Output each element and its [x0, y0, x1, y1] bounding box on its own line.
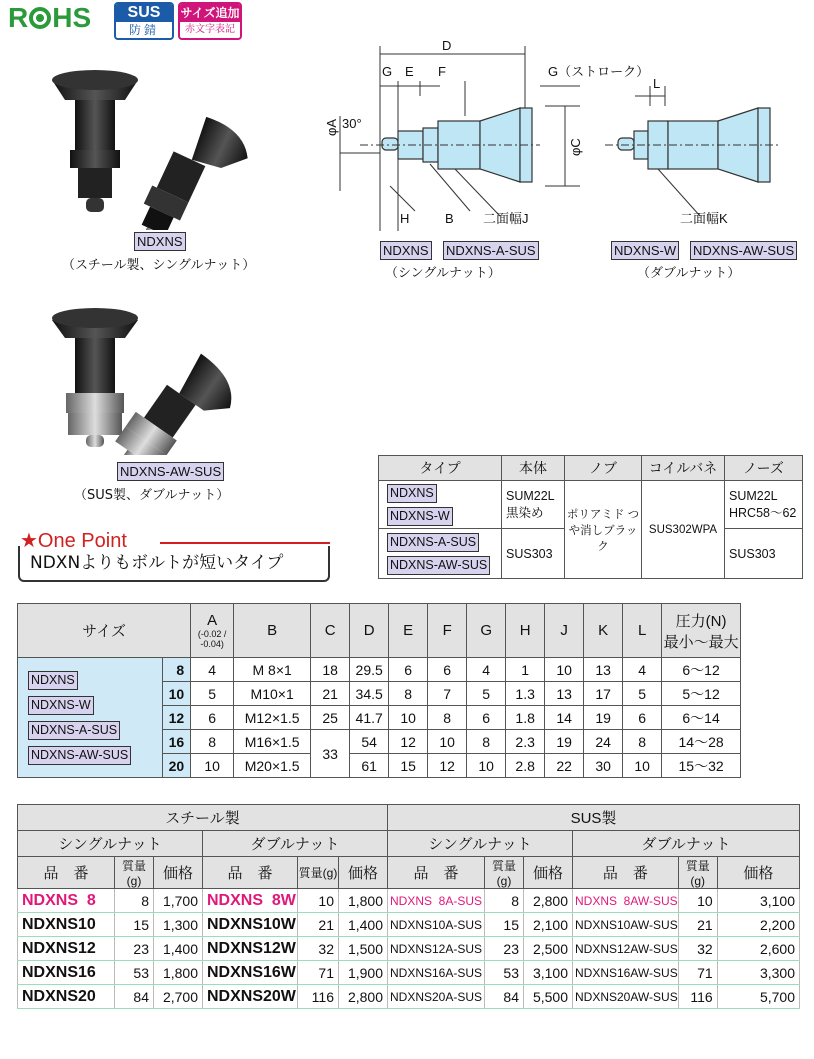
price-sus-single: シングルナット: [388, 831, 573, 857]
price-part-cell: NDXNS16A-SUS: [388, 961, 485, 985]
dim-label-D: D: [442, 38, 452, 53]
dim-K: 19: [584, 706, 623, 730]
dim-E: 15: [389, 754, 428, 778]
price-part-cell: NDXNS20A-SUS: [388, 985, 485, 1009]
dim-size: 10: [162, 682, 191, 706]
diagram-tag-ndxns: NDXNS: [380, 241, 432, 260]
dim-K: 13: [584, 658, 623, 682]
price-part-cell: NDXNS12: [18, 937, 115, 961]
price-mass-cell: 84: [485, 985, 524, 1009]
price-price-cell: 1,800: [339, 889, 388, 913]
price-mass-cell: 53: [485, 961, 524, 985]
col-part: 品 番: [573, 857, 679, 889]
dim-J: 13: [545, 682, 584, 706]
size-added-badge: [178, 2, 242, 40]
price-part-cell: NDXNS20W: [203, 985, 298, 1009]
price-price-cell: 3,300: [717, 961, 799, 985]
dim-header-force-sub: 最小～最大: [663, 633, 739, 651]
dim-C: 18: [311, 658, 350, 682]
dimension-table: [17, 603, 741, 778]
price-price-cell: 5,500: [524, 985, 573, 1009]
col-part: 品 番: [18, 857, 115, 889]
mat-body-sus: SUS303: [502, 529, 565, 579]
sus-type-tag: NDXNS-AW-SUS: [117, 462, 224, 481]
price-part-cell: NDXNS10W: [203, 913, 298, 937]
col-price: 価格: [339, 857, 388, 889]
dim-B: M16×1.5: [234, 730, 311, 754]
dim-header-E: E: [389, 604, 428, 658]
price-group-sus: SUS製: [388, 805, 800, 831]
mat-nose-sus: SUS303: [725, 529, 803, 579]
price-row: [18, 961, 800, 985]
price-part-cell: NDXNS12W: [203, 937, 298, 961]
dim-F: 6: [428, 658, 467, 682]
dim-G: 4: [467, 658, 506, 682]
dim-force: 6～12: [662, 658, 741, 682]
dim-force: 14～28: [662, 730, 741, 754]
dim-E: 10: [389, 706, 428, 730]
dimension-diagram: [320, 36, 810, 251]
dim-label-E: E: [405, 64, 414, 79]
price-sus-double: ダブルナット: [573, 831, 800, 857]
dim-L: 8: [623, 730, 662, 754]
price-row: [18, 913, 800, 937]
dim-label-F: F: [438, 64, 446, 79]
price-part-cell: NDXNS 8W: [203, 889, 298, 913]
dim-header-C: C: [311, 604, 350, 658]
one-point-text: NDXNよりもボルトが短いタイプ: [18, 546, 330, 582]
price-price-cell: 1,500: [339, 937, 388, 961]
dim-size: 20: [162, 754, 191, 778]
dim-B: M10×1: [234, 682, 311, 706]
dim-C-shared: 33: [311, 730, 350, 778]
dim-J: 19: [545, 730, 584, 754]
dim-D: 61: [350, 754, 389, 778]
col-mass: 質量(g): [485, 857, 524, 889]
price-mass-cell: 32: [678, 937, 717, 961]
dim-header-F: F: [428, 604, 467, 658]
price-price-cell: 2,800: [339, 985, 388, 1009]
mat-knob: ポリアミド つや消しブラック: [565, 481, 642, 579]
dim-label-angle: 30°: [342, 116, 362, 131]
dim-E: 6: [389, 658, 428, 682]
dim-header-force-label: 圧力(N): [675, 612, 727, 630]
dim-B: M20×1.5: [234, 754, 311, 778]
dim-D: 41.7: [350, 706, 389, 730]
price-price-cell: 2,600: [717, 937, 799, 961]
mat-header-type: タイプ: [379, 456, 502, 481]
mat-body-steel: SUM22L 黒染め: [502, 481, 565, 529]
dim-J: 22: [545, 754, 584, 778]
dim-label-H: H: [400, 211, 410, 226]
dim-force: 6～14: [662, 706, 741, 730]
price-row: [18, 889, 800, 913]
dim-G: 5: [467, 682, 506, 706]
dim-H: 2.3: [506, 730, 545, 754]
dim-L: 4: [623, 658, 662, 682]
price-part-cell: NDXNS 8A-SUS: [388, 889, 485, 913]
dim-G: 6: [467, 706, 506, 730]
price-price-cell: 3,100: [717, 889, 799, 913]
dim-header-A: [191, 604, 234, 658]
material-table: [378, 455, 803, 579]
price-part-cell: NDXNS10A-SUS: [388, 913, 485, 937]
mat-type-tag: NDXNS-W: [387, 507, 453, 526]
dim-type-tag: NDXNS-W: [28, 696, 94, 715]
price-part-cell: NDXNS12AW-SUS: [573, 937, 679, 961]
one-point-rule: [160, 542, 330, 544]
price-price-cell: 1,400: [339, 913, 388, 937]
sus-caption: （SUS製、ダブルナット）: [74, 488, 230, 503]
dim-header-A-tol: (-0.02 / -0.04): [197, 629, 227, 649]
mat-types-steel: [379, 481, 502, 529]
dim-H: 1: [506, 658, 545, 682]
price-mass-cell: 10: [298, 889, 339, 913]
price-mass-cell: 15: [485, 913, 524, 937]
sus-badge-bottom: 防錆: [128, 23, 159, 37]
price-mass-cell: 32: [298, 937, 339, 961]
dim-types-cell: [18, 658, 163, 778]
price-price-cell: 1,300: [154, 913, 203, 937]
price-part-cell: NDXNS12A-SUS: [388, 937, 485, 961]
dim-F: 10: [428, 730, 467, 754]
price-price-cell: 1,900: [339, 961, 388, 985]
steel-type-tag: NDXNS: [134, 232, 186, 251]
col-part: 品 番: [388, 857, 485, 889]
diagram-tag-ndxns-aw-sus: NDXNS-AW-SUS: [690, 241, 797, 260]
steel-product-photo: [40, 60, 290, 230]
dim-K: 24: [584, 730, 623, 754]
rohs-logo: R HS: [8, 2, 92, 33]
price-table: [17, 804, 800, 1009]
size-badge-top: サイズ追加: [180, 6, 240, 20]
dim-row: [18, 658, 741, 682]
price-mass-cell: 21: [298, 913, 339, 937]
rohs-o-icon: [29, 7, 51, 29]
price-mass-cell: 116: [678, 985, 717, 1009]
dim-F: 8: [428, 706, 467, 730]
dim-header-K: K: [584, 604, 623, 658]
price-price-cell: 2,700: [154, 985, 203, 1009]
dim-K: 17: [584, 682, 623, 706]
dim-label-phiC: φC: [568, 138, 583, 156]
dim-header-A-label: A: [207, 612, 218, 629]
size-badge-bottom: 赤文字表記: [185, 24, 235, 35]
dim-G: 8: [467, 730, 506, 754]
dim-D: 29.5: [350, 658, 389, 682]
mat-nose-steel: SUM22L HRC58～62: [725, 481, 803, 529]
price-price-cell: 5,700: [717, 985, 799, 1009]
col-mass: 質量(g): [298, 857, 339, 889]
dim-C: 25: [311, 706, 350, 730]
dim-label-B: B: [445, 211, 454, 226]
dim-D: 54: [350, 730, 389, 754]
dim-header-G: G: [467, 604, 506, 658]
mat-header-spring: コイルバネ: [642, 456, 725, 481]
price-mass-cell: 71: [678, 961, 717, 985]
price-mass-cell: 84: [115, 985, 154, 1009]
col-price: 価格: [524, 857, 573, 889]
dim-K: 30: [584, 754, 623, 778]
col-price: 価格: [154, 857, 203, 889]
dim-B: M 8×1: [234, 658, 311, 682]
dim-A: 10: [191, 754, 234, 778]
sus-badge: [114, 2, 174, 40]
dim-H: 1.8: [506, 706, 545, 730]
diagram-single-caption: （シングルナット）: [385, 266, 501, 281]
price-part-cell: NDXNS 8AW-SUS: [573, 889, 679, 913]
mat-type-tag: NDXNS-A-SUS: [387, 533, 479, 552]
dim-H: 2.8: [506, 754, 545, 778]
dim-header-L: L: [623, 604, 662, 658]
dim-L: 5: [623, 682, 662, 706]
diagram-tag-ndxns-a-sus: NDXNS-A-SUS: [443, 241, 539, 260]
dim-force: 5～12: [662, 682, 741, 706]
dim-label-G-stroke: G（ストローク）: [548, 64, 650, 79]
price-price-cell: 2,200: [717, 913, 799, 937]
price-mass-cell: 23: [115, 937, 154, 961]
price-steel-single: シングルナット: [18, 831, 203, 857]
mat-type-tag: NDXNS-AW-SUS: [387, 556, 490, 575]
price-mass-cell: 15: [115, 913, 154, 937]
dim-C: 21: [311, 682, 350, 706]
dim-label-J: 二面幅J: [483, 211, 529, 226]
dim-size: 16: [162, 730, 191, 754]
mat-header-body: 本体: [502, 456, 565, 481]
dim-E: 12: [389, 730, 428, 754]
mat-types-sus: [379, 529, 502, 579]
price-part-cell: NDXNS 8: [18, 889, 115, 913]
price-mass-cell: 8: [115, 889, 154, 913]
price-price-cell: 1,700: [154, 889, 203, 913]
price-mass-cell: 23: [485, 937, 524, 961]
dim-header-B: B: [234, 604, 311, 658]
col-price: 価格: [717, 857, 799, 889]
price-price-cell: 1,800: [154, 961, 203, 985]
dim-B: M12×1.5: [234, 706, 311, 730]
price-price-cell: 2,100: [524, 913, 573, 937]
dim-type-tag: NDXNS-AW-SUS: [28, 746, 131, 765]
steel-caption: （スチール製、シングルナット）: [62, 258, 256, 273]
price-row: [18, 985, 800, 1009]
dim-header-force: [662, 604, 741, 658]
price-part-cell: NDXNS20: [18, 985, 115, 1009]
dim-type-tag: NDXNS: [28, 671, 78, 690]
dim-size: 12: [162, 706, 191, 730]
sus-product-photo: [40, 300, 290, 455]
price-mass-cell: 116: [298, 985, 339, 1009]
price-price-cell: 3,100: [524, 961, 573, 985]
dim-E: 8: [389, 682, 428, 706]
price-part-cell: NDXNS16: [18, 961, 115, 985]
col-part: 品 番: [203, 857, 298, 889]
price-mass-cell: 10: [678, 889, 717, 913]
price-price-cell: 2,500: [524, 937, 573, 961]
dim-H: 1.3: [506, 682, 545, 706]
price-part-cell: NDXNS10: [18, 913, 115, 937]
mat-type-tag: NDXNS: [387, 484, 437, 503]
dim-A: 6: [191, 706, 234, 730]
dim-F: 12: [428, 754, 467, 778]
price-row: [18, 937, 800, 961]
price-mass-cell: 53: [115, 961, 154, 985]
dim-D: 34.5: [350, 682, 389, 706]
dim-header-J: J: [545, 604, 584, 658]
price-mass-cell: 71: [298, 961, 339, 985]
one-point-title: ★One Point: [20, 530, 127, 552]
dim-size: 8: [162, 658, 191, 682]
price-price-cell: 1,400: [154, 937, 203, 961]
diagram-tag-ndxns-w: NDXNS-W: [611, 241, 679, 260]
dim-A: 4: [191, 658, 234, 682]
price-part-cell: NDXNS16W: [203, 961, 298, 985]
dim-label-G: G: [382, 64, 393, 79]
dim-J: 10: [545, 658, 584, 682]
dim-G: 10: [467, 754, 506, 778]
price-group-steel: スチール製: [18, 805, 388, 831]
dim-L: 6: [623, 706, 662, 730]
dim-header-D: D: [350, 604, 389, 658]
mat-header-knob: ノブ: [565, 456, 642, 481]
dim-force: 15～32: [662, 754, 741, 778]
dim-A: 5: [191, 682, 234, 706]
price-mass-cell: 21: [678, 913, 717, 937]
price-steel-double: ダブルナット: [203, 831, 388, 857]
price-mass-cell: 8: [485, 889, 524, 913]
price-part-cell: NDXNS16AW-SUS: [573, 961, 679, 985]
price-part-cell: NDXNS10AW-SUS: [573, 913, 679, 937]
dim-A: 8: [191, 730, 234, 754]
dim-label-K: 二面幅K: [680, 211, 728, 226]
col-mass: 質量(g): [115, 857, 154, 889]
price-part-cell: NDXNS20AW-SUS: [573, 985, 679, 1009]
col-mass: 質量(g): [678, 857, 717, 889]
dim-type-tag: NDXNS-A-SUS: [28, 721, 120, 740]
dim-header-H: H: [506, 604, 545, 658]
dim-L: 10: [623, 754, 662, 778]
dim-F: 7: [428, 682, 467, 706]
sus-badge-top: SUS: [116, 4, 172, 22]
dim-header-size: サイズ: [18, 604, 191, 658]
dim-label-L: L: [653, 76, 661, 91]
dim-J: 14: [545, 706, 584, 730]
dim-label-phiA: φA: [324, 118, 339, 136]
diagram-double-caption: （ダブルナット）: [637, 266, 741, 281]
mat-header-nose: ノーズ: [725, 456, 803, 481]
price-price-cell: 2,800: [524, 889, 573, 913]
mat-spring: SUS302WPA: [642, 481, 725, 579]
